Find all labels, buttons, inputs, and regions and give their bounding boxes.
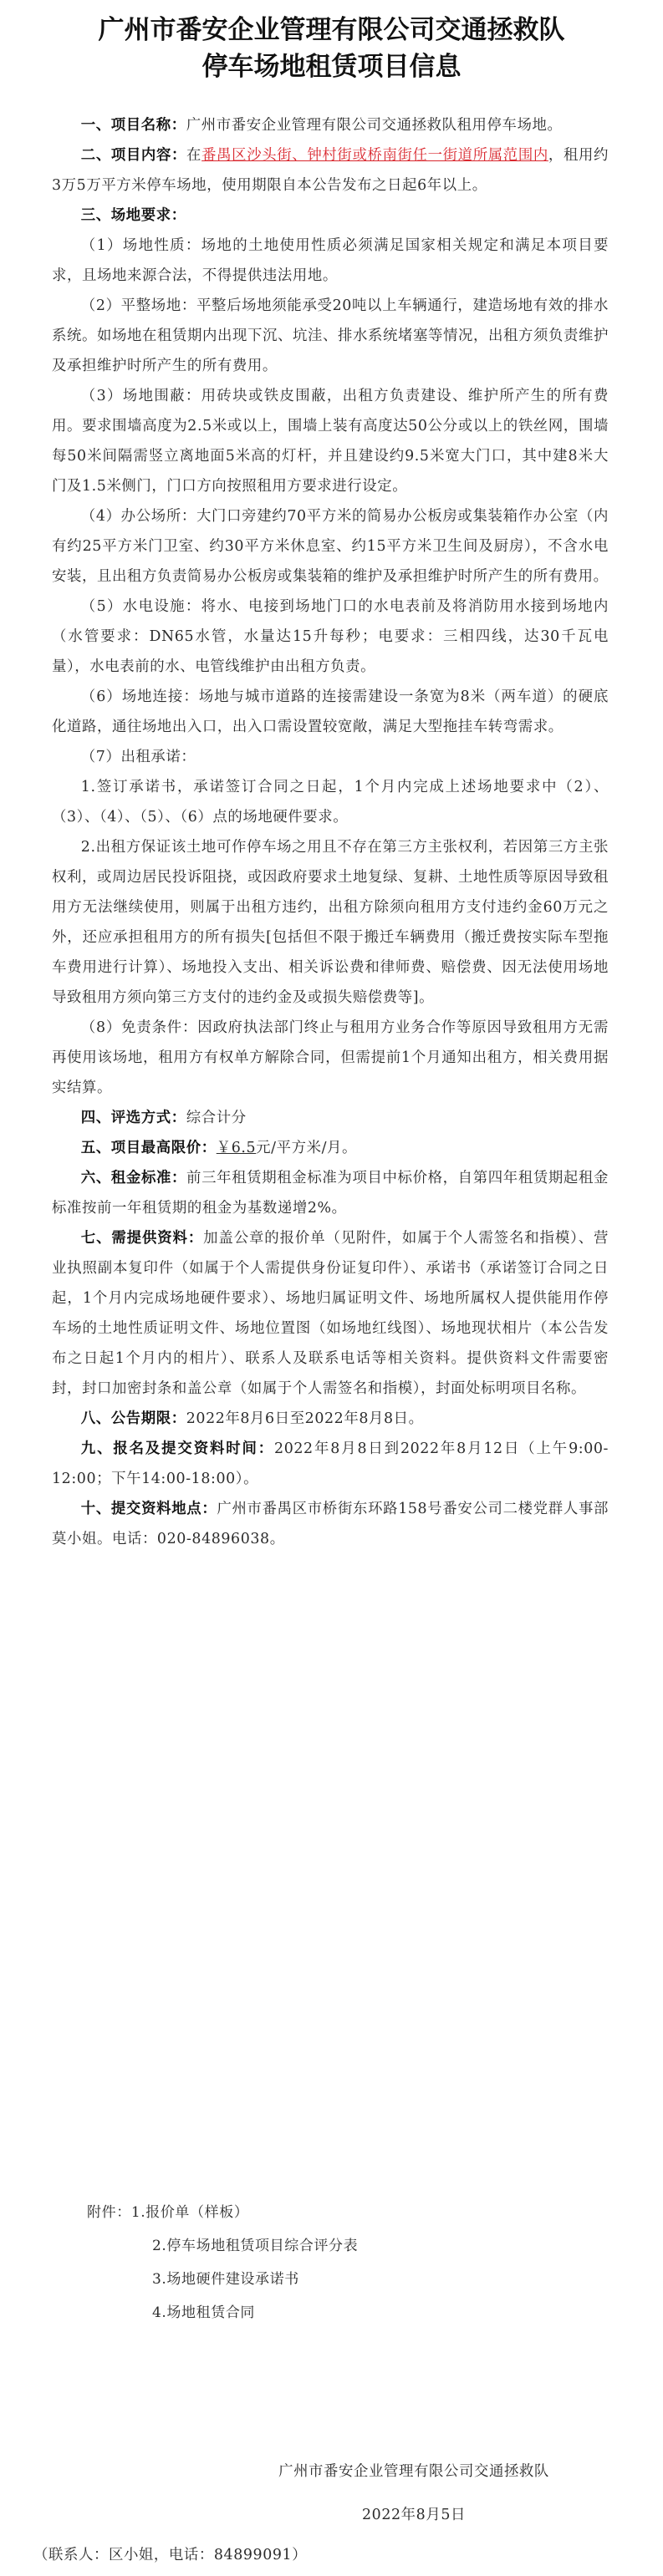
section-10-text: 广州市番禺区市桥街东环路158号番安公司二楼党群人事部莫小姐。电话：020-84896038。 (52, 1501, 609, 1547)
section-2-heading: 二、项目内容： (80, 147, 187, 164)
requirement-7-heading: （7）出租承诺： (80, 749, 196, 765)
section-10 (52, 1494, 609, 1554)
attachment-item: 4.场地租赁合同 (152, 2304, 256, 2321)
section-1 (52, 110, 609, 140)
document-title-line-1: 广州市番安企业管理有限公司交通拯救队 (98, 15, 565, 45)
attachment-item: 3.场地硬件建设承诺书 (152, 2271, 299, 2288)
section-5-unit: 元/平方米/月。 (256, 1140, 358, 1156)
section-8-heading: 八、公告期限： (80, 1410, 186, 1427)
attachment-item: 1.报价单（样板） (130, 2204, 249, 2221)
section-4-heading: 四、评选方式： (80, 1110, 186, 1126)
section-2 (52, 140, 609, 201)
section-6-text: 前三年租赁期租金标准为项目中标价格，自第四年租赁期起租金标准按前一年租赁期的租金为基数递增2%。 (52, 1170, 609, 1217)
signature-contact: （联系人：区小姐，电话：84899091） (33, 2547, 308, 2563)
section-9-text: 2022年8月8日到2022年8月12日（上午9:00-12:00；下午14:00-18:00）。 (52, 1440, 609, 1487)
requirement-7-item-1: 1.签订承诺书，承诺签订合同之日起，1个月内完成上述场地要求中（2）、（3）、（4）、（5）、（6）点的场地硬件要求。 (52, 779, 609, 826)
section-1-heading: 一、项目名称： (80, 117, 186, 134)
requirement-1: （1）场地性质：场地的土地使用性质必须满足国家相关规定和满足本项目要求，且场地来源合法，不得提供违法用地。 (52, 237, 609, 284)
attachment-row-1 (87, 2196, 589, 2229)
requirement-8: （8）免责条件：因政府执法部门终止与租用方业务合作等原因导致租用方无需再使用该场地，租用方有权单方解除合同，但需提前1个月通知出租方，相关费用据实结算。 (52, 1019, 609, 1096)
document-body (52, 110, 609, 1554)
requirement-7-item-2: 2.出租方保证该土地可作停车场之用且不存在第三方主张权利，若因第三方主张权利，或周边居民投诉阻挠，或因政府要求土地复绿、复耕、土地性质等原因导致租用方无法继续使用，则属于出租方违约，出租方除须向租用方支付违约金60万元之外，还应承担租用方的所有损失[包括但不限于搬迁车辆费用（搬迁费按实际车型拖车费用进行计算）、场地投入支出、相关诉讼费和律师费、赔偿费、因无法使用场地导致租用方须向第三方支付的违约金及或损失赔偿费等]。 (52, 839, 609, 1006)
section-5-price: ￥6.5 (216, 1140, 257, 1156)
section-10-heading: 十、提交资料地点： (80, 1501, 217, 1517)
section-9-heading: 九、报名及提交资料时间： (80, 1440, 275, 1457)
requirement-3: （3）场地围蔽：用砖块或铁皮围蔽，出租方负责建设、维护所产生的所有费用。要求围墙高度为2.5米或以上，围墙上装有高度达50公分或以上的铁丝网，围墙每50米间隔需竖立离地面5米高的灯杆，并且建设约9.5米宽大门口，其中建8米大门及1.5米侧门，门口方向按照租用方要求进行设定。 (52, 388, 609, 495)
attachments-label: 附件： (87, 2204, 131, 2221)
signature-org: 广州市番安企业管理有限公司交通拯救队 (278, 2463, 549, 2480)
attachment-item: 2.停车场地租赁项目综合评分表 (152, 2238, 359, 2254)
section-5 (52, 1133, 609, 1163)
section-3-heading: 三、场地要求： (80, 207, 186, 224)
section-6 (52, 1163, 609, 1223)
requirement-4: （4）办公场所：大门口旁建约70平方米的简易办公板房或集装箱作办公室（内有约25平方米门卫室、约30平方米休息室、约15平方米卫生间及厨房），不含水电安装，且出租方负责简易办公板房或集装箱的维护及承担维护时所产生的所有费用。 (52, 508, 609, 585)
section-1-text: 广州市番安企业管理有限公司交通拯救队租用停车场地。 (186, 117, 563, 134)
attachments-list (87, 2196, 589, 2330)
section-7-text: 加盖公章的报价单（见附件，如属于个人需签名和指模）、营业执照副本复印件（如属于个人需提供身份证复印件）、承诺书（承诺签订合同之日起，1个月内完成场地硬件要求）、场地归属证明文件、场地所属权人提供能用作停车场的土地性质证明文件、场地位置图（如场地红线图）、场地现状相片（本公告发布之日起1个月内的相片）、联系人及联系电话等相关资料。提供资料文件需要密封，封口加密封条和盖公章（如属于个人需签名和指模），封面处标明项目名称。 (52, 1230, 609, 1397)
section-2-suffix: ，租用约3万5万平方米停车场地，使用期限自本公告发布之日起6年以上。 (52, 147, 609, 194)
section-8 (52, 1404, 609, 1434)
section-2-location-highlight: 番禺区沙头街、钟村街或桥南街任一街道所属范围内 (201, 147, 548, 164)
section-8-text: 2022年8月6日至2022年8月8日。 (186, 1410, 424, 1427)
requirement-6: （6）场地连接：场地与城市道路的连接需建设一条宽为8米（两车道）的硬底化道路，通往场地出入口，出入口需设置较宽敞，满足大型拖挂车转弯需求。 (52, 688, 609, 735)
section-7 (52, 1223, 609, 1404)
section-9 (52, 1434, 609, 1494)
signature-date: 2022年8月5日 (362, 2507, 466, 2523)
section-5-heading: 五、项目最高限价： (80, 1140, 217, 1156)
section-4 (52, 1103, 609, 1133)
requirement-2: （2）平整场地：平整后场地须能承受20吨以上车辆通行，建造场地有效的排水系统。如场地在租赁期内出现下沉、坑洼、排水系统堵塞等情况，出租方须负责维护及承担维护时所产生的所有费用。 (52, 297, 609, 374)
section-6-heading: 六、租金标准： (80, 1170, 187, 1186)
section-2-prefix: 在 (186, 147, 202, 164)
document-title-line-2: 停车场地租赁项目信息 (201, 52, 462, 82)
section-4-text: 综合计分 (186, 1110, 247, 1126)
section-7-heading: 七、需提供资料： (80, 1230, 204, 1247)
requirement-5: （5）水电设施：将水、电接到场地门口的水电表前及将消防用水接到场地内（水管要求：DN65水管，水量达15升每秒；电要求：三相四线，达30千瓦电量），水电表前的水、电管线维护由出租方负责。 (52, 598, 609, 675)
